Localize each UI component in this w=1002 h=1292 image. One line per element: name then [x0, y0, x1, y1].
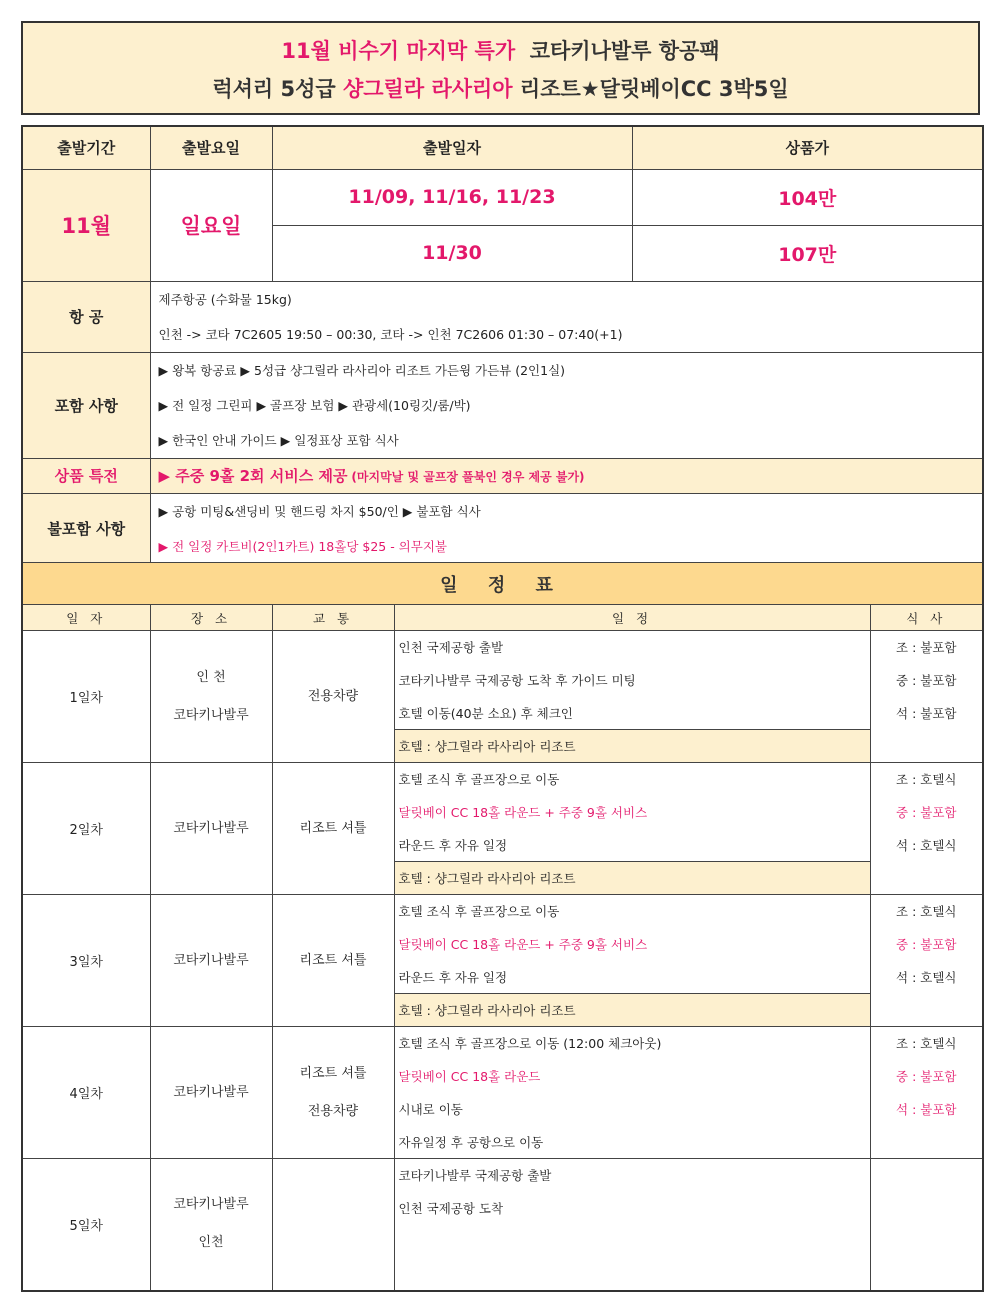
special-info	[150, 458, 983, 493]
transport-cell	[272, 895, 394, 1027]
excluded-line: ▶ 공항 미팅&샌딩비 및 핸드링 차지 $50/인 ▶ 불포함 식사	[158, 503, 481, 519]
header-period: 출발기간	[22, 126, 150, 169]
transport-name: 리조트 셔틀	[299, 1065, 367, 1081]
title-resort: 샹그릴라 라사리아	[342, 77, 513, 101]
hotel-line: 호텔 : 샹그릴라 라사리아 리조트	[394, 994, 870, 1027]
meal-line: 중 : 불포함	[870, 1060, 983, 1093]
included-line: ▶ 한국인 안내 가이드 ▶ 일정표상 포함 식사	[158, 432, 399, 448]
price-cell: 104만	[632, 169, 983, 225]
title-banner	[21, 21, 980, 115]
itinerary-line: 인천 국제공항 도착	[394, 1192, 870, 1225]
title-promo: 11월 비수기 마지막 특가	[281, 39, 516, 63]
itinerary-line: 호텔 조식 후 골프장으로 이동	[394, 763, 870, 796]
excluded-label: 불포함 사항	[22, 493, 150, 565]
place-name: 코타키나발루	[173, 707, 249, 723]
itinerary-line: 호텔 이동(40분 소요) 후 체크인	[394, 697, 870, 730]
schedule-row	[22, 895, 983, 928]
title-line-1	[23, 32, 978, 70]
itinerary-line: 달릿베이 CC 18홀 라운드	[394, 1060, 870, 1093]
schedule-row	[22, 763, 983, 796]
flight-line: 인천 -> 코타 7C2605 19:50 – 00:30, 코타 -> 인천 7C2606 01:30 – 07:40(+1)	[158, 326, 623, 342]
transport-name: 전용차량	[307, 1103, 359, 1119]
hotel-line: 호텔 : 샹그릴라 라사리아 리조트	[394, 862, 870, 895]
transport-name: 리조트 셔틀	[299, 952, 367, 968]
price-info-table	[21, 125, 984, 566]
place-name: 인 천	[196, 669, 226, 685]
included-line: ▶ 왕복 항공료 ▶ 5성급 샹그릴라 라사리아 리조트 가든윙 가든뷰 (2인1실)	[158, 362, 566, 378]
meal-line	[870, 1225, 983, 1258]
itinerary-line: 호텔 조식 후 골프장으로 이동	[394, 895, 870, 928]
schedule-row	[22, 1159, 983, 1192]
title-product: 코타키나발루 항공팩	[529, 39, 720, 63]
meal-line: 중 : 불포함	[870, 796, 983, 829]
price-cell: 107만	[632, 225, 983, 281]
header-weekday: 출발요일	[150, 126, 272, 169]
transport-cell	[272, 763, 394, 895]
meal-line	[870, 994, 983, 1027]
day-cell: 1일차	[22, 631, 150, 763]
meal-line: 중 : 불포함	[870, 928, 983, 961]
place-cell	[150, 1159, 272, 1291]
itinerary-line	[394, 1258, 870, 1291]
day-cell: 5일차	[22, 1159, 150, 1291]
itinerary-line: 코타키나발루 국제공항 출발	[394, 1159, 870, 1192]
place-name: 코타키나발루	[173, 1084, 249, 1100]
meal-line	[870, 1258, 983, 1291]
price-header-row	[22, 126, 983, 169]
header-day: 일 자	[22, 605, 150, 631]
meal-line	[870, 862, 983, 895]
weekday-cell: 일요일	[150, 169, 272, 281]
excluded-info	[150, 493, 983, 565]
excluded-row	[22, 493, 983, 565]
itinerary-line: 자유일정 후 공항으로 이동	[394, 1126, 870, 1159]
meal-line	[870, 1192, 983, 1225]
title-grade: 럭셔리 5성급	[212, 77, 336, 101]
place-name: 코타키나발루	[173, 1197, 249, 1213]
schedule-row	[22, 631, 983, 664]
transport-cell	[272, 1159, 394, 1291]
meal-line: 중 : 불포함	[870, 664, 983, 697]
itinerary-line: 달릿베이 CC 18홀 라운드 + 주중 9홀 서비스	[394, 796, 870, 829]
place-name: 코타키나발루	[173, 820, 249, 836]
itinerary-line: 호텔 조식 후 골프장으로 이동 (12:00 체크아웃)	[394, 1027, 870, 1060]
day-cell: 3일차	[22, 895, 150, 1027]
included-row	[22, 352, 983, 458]
place-name: 코타키나발루	[173, 952, 249, 968]
meal-line: 조 : 호텔식	[870, 895, 983, 928]
meal-line	[870, 730, 983, 763]
meal-line	[870, 1159, 983, 1192]
place-cell	[150, 763, 272, 895]
flight-label: 항 공	[22, 281, 150, 352]
itinerary-line	[394, 1225, 870, 1258]
schedule-title: 일 정 표	[22, 563, 983, 605]
header-itinerary: 일 정	[394, 605, 870, 631]
itinerary-line: 라운드 후 자유 일정	[394, 829, 870, 862]
day-cell: 4일차	[22, 1027, 150, 1159]
meal-line: 조 : 호텔식	[870, 1027, 983, 1060]
meal-line: 석 : 호텔식	[870, 961, 983, 994]
itinerary-line: 시내로 이동	[394, 1093, 870, 1126]
title-line-2	[23, 70, 978, 108]
period-cell: 11월	[22, 169, 150, 281]
transport-cell	[272, 631, 394, 763]
meal-line	[870, 1126, 983, 1159]
flight-info	[150, 281, 983, 352]
schedule-header-row	[22, 605, 983, 631]
included-line: ▶ 전 일정 그린피 ▶ 골프장 보험 ▶ 관광세(10링깃/룸/박)	[158, 397, 471, 413]
itinerary-line: 라운드 후 자유 일정	[394, 961, 870, 994]
meal-line: 조 : 불포함	[870, 631, 983, 664]
header-dates: 출발일자	[272, 126, 632, 169]
place-cell	[150, 1027, 272, 1159]
transport-name: 리조트 셔틀	[299, 820, 367, 836]
title-course: 리조트★달릿베이CC 3박5일	[519, 77, 789, 101]
place-cell	[150, 631, 272, 763]
special-note: (마지막날 및 골프장 풀북인 경우 제공 불가)	[351, 470, 585, 484]
schedule-table	[21, 562, 984, 1292]
itinerary-line: 코타키나발루 국제공항 도착 후 가이드 미팅	[394, 664, 870, 697]
hotel-line: 호텔 : 샹그릴라 라사리아 리조트	[394, 730, 870, 763]
itinerary-line: 인천 국제공항 출발	[394, 631, 870, 664]
header-place: 장 소	[150, 605, 272, 631]
price-row-1	[22, 169, 983, 225]
meal-line: 석 : 불포함	[870, 1093, 983, 1126]
included-label: 포함 사항	[22, 352, 150, 458]
special-row	[22, 458, 983, 493]
schedule-body	[22, 631, 983, 1291]
dates-cell: 11/09, 11/16, 11/23	[272, 169, 632, 225]
itinerary-line: 달릿베이 CC 18홀 라운드 + 주중 9홀 서비스	[394, 928, 870, 961]
dates-cell: 11/30	[272, 225, 632, 281]
flight-row	[22, 281, 983, 352]
included-info	[150, 352, 983, 458]
special-main: ▶ 주중 9홀 2회 서비스 제공	[158, 467, 348, 485]
transport-cell	[272, 1027, 394, 1159]
flight-line: 제주항공 (수화물 15kg)	[158, 291, 292, 307]
day-cell: 2일차	[22, 763, 150, 895]
meal-line: 석 : 불포함	[870, 697, 983, 730]
schedule-row	[22, 1027, 983, 1060]
transport-name: 전용차량	[307, 688, 359, 704]
excluded-line-cart: ▶ 전 일정 카트비(2인1카트) 18홀당 $25 - 의무지불	[158, 538, 447, 554]
place-cell	[150, 895, 272, 1027]
special-label: 상품 특전	[22, 458, 150, 493]
header-transport: 교 통	[272, 605, 394, 631]
meal-line: 석 : 호텔식	[870, 829, 983, 862]
place-name: 인천	[198, 1235, 224, 1251]
header-price: 상품가	[632, 126, 983, 169]
header-meals: 식 사	[870, 605, 983, 631]
meal-line: 조 : 호텔식	[870, 763, 983, 796]
